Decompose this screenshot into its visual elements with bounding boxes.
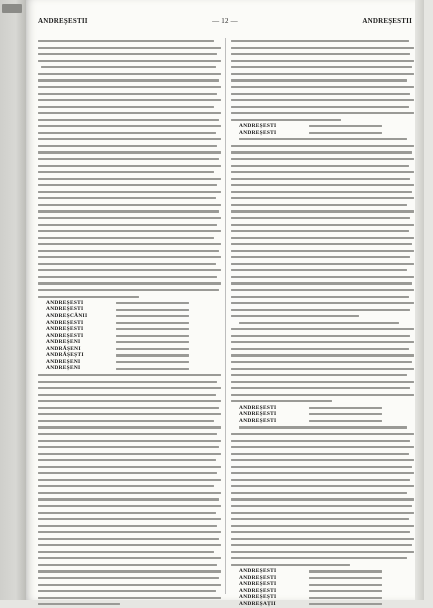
text-line-fill bbox=[38, 47, 221, 49]
text-line-fill bbox=[231, 250, 414, 252]
entry-cross-reference bbox=[116, 335, 189, 337]
text-line-fill bbox=[231, 368, 414, 370]
text-line-fill bbox=[38, 171, 214, 173]
entry-cross-reference bbox=[309, 420, 382, 422]
entry-cross-reference bbox=[309, 413, 382, 415]
entry-headword: ANDREȘESTI bbox=[239, 123, 277, 130]
entry-headword: ANDREȘESTI bbox=[239, 574, 277, 581]
text-line-fill bbox=[38, 263, 216, 265]
entry-headword: ANDREȘESTI bbox=[46, 319, 84, 326]
text-line-fill bbox=[231, 466, 412, 468]
text-line-fill bbox=[38, 518, 221, 520]
text-line-fill bbox=[38, 531, 221, 533]
right-column bbox=[231, 38, 414, 608]
text-line-fill bbox=[38, 112, 221, 114]
entry-cross-reference bbox=[309, 584, 382, 586]
entry-headword: ANDREȘENI bbox=[46, 365, 81, 372]
entry-headword: ANDREȘENI bbox=[46, 358, 81, 365]
text-line-fill bbox=[231, 544, 412, 546]
text-line-fill bbox=[231, 40, 409, 42]
entry-cross-reference bbox=[309, 577, 382, 579]
text-line-fill bbox=[38, 250, 219, 252]
text-line-fill bbox=[38, 256, 221, 258]
entry-cross-reference bbox=[116, 322, 189, 324]
text-line-fill bbox=[38, 590, 216, 592]
text-line-fill bbox=[38, 394, 216, 396]
text-line-fill bbox=[231, 237, 414, 239]
text-line-fill bbox=[38, 564, 217, 566]
text-line-fill bbox=[231, 119, 341, 121]
text-line-fill bbox=[38, 400, 221, 402]
entry-headword: ANDREȘESTI bbox=[46, 326, 84, 333]
entry-headword: ANDREȘESTI bbox=[239, 404, 277, 411]
text-line-fill bbox=[231, 498, 414, 500]
text-line-fill bbox=[38, 433, 217, 435]
text-line-fill bbox=[38, 557, 221, 559]
text-line-fill bbox=[38, 505, 221, 507]
text-line-fill bbox=[231, 112, 414, 114]
text-line-fill bbox=[231, 479, 410, 481]
text-line-fill bbox=[38, 374, 221, 376]
text-line-fill bbox=[231, 197, 414, 199]
text-line-fill bbox=[231, 551, 414, 553]
text-line-fill bbox=[231, 204, 407, 206]
running-header-left: ANDREȘESTII bbox=[38, 17, 88, 25]
text-line-fill bbox=[38, 132, 216, 134]
text-line-fill bbox=[38, 446, 219, 448]
text-line-fill bbox=[38, 479, 221, 481]
text-line-fill bbox=[231, 145, 414, 147]
text-line-fill bbox=[38, 269, 221, 271]
text-line-fill bbox=[231, 361, 412, 363]
text-line-fill bbox=[231, 302, 414, 304]
text-line-fill bbox=[231, 276, 414, 278]
text-line-fill bbox=[231, 485, 414, 487]
text-line-fill bbox=[38, 413, 221, 415]
text-line-fill bbox=[38, 459, 216, 461]
text-line-fill bbox=[231, 289, 414, 291]
entry-cross-reference bbox=[309, 590, 382, 592]
entry-cross-reference bbox=[116, 354, 189, 356]
text-line-fill bbox=[231, 184, 414, 186]
text-line-fill bbox=[231, 518, 409, 520]
text-line-fill bbox=[239, 138, 407, 140]
text-line-fill bbox=[231, 178, 410, 180]
entry-cross-reference bbox=[309, 603, 382, 605]
entry-cross-reference bbox=[116, 328, 189, 330]
text-line-fill bbox=[38, 165, 221, 167]
text-line-fill bbox=[38, 93, 217, 95]
text-line-fill bbox=[231, 230, 409, 232]
text-line-fill bbox=[38, 597, 221, 599]
text-line-fill bbox=[38, 230, 221, 232]
text-line-fill bbox=[38, 440, 221, 442]
text-line-fill bbox=[38, 544, 221, 546]
entry-cross-reference bbox=[116, 341, 189, 343]
text-line-fill bbox=[38, 53, 217, 55]
text-line-fill bbox=[38, 492, 221, 494]
text-line-fill bbox=[38, 485, 214, 487]
page-edge-shadow bbox=[415, 0, 424, 600]
text-line-fill bbox=[231, 66, 412, 68]
entry-headword: ANDRĂȘEȘTI bbox=[46, 352, 84, 359]
text-line-fill bbox=[38, 151, 221, 153]
text-line-fill bbox=[231, 263, 414, 265]
text-line-fill bbox=[38, 525, 217, 527]
page-number: — 12 — bbox=[212, 17, 238, 25]
text-line-fill bbox=[38, 466, 221, 468]
text-line-fill bbox=[38, 296, 139, 298]
text-line-fill bbox=[38, 498, 219, 500]
text-line-fill bbox=[239, 426, 407, 428]
text-line-fill bbox=[38, 570, 221, 572]
text-line-fill bbox=[38, 453, 221, 455]
text-line-fill bbox=[231, 269, 407, 271]
entry-headword: ANDREȘESTI bbox=[46, 306, 84, 313]
text-line-fill bbox=[38, 184, 217, 186]
running-header bbox=[38, 17, 412, 27]
text-line-fill bbox=[38, 224, 217, 226]
text-line-fill bbox=[38, 191, 221, 193]
text-line-fill bbox=[38, 119, 219, 121]
entry-headword: ANDREȘESTI bbox=[239, 417, 277, 424]
text-line-fill bbox=[38, 289, 219, 291]
text-line-fill bbox=[231, 296, 409, 298]
text-line-fill bbox=[38, 551, 214, 553]
text-line-fill bbox=[38, 237, 214, 239]
text-line-fill bbox=[231, 328, 414, 330]
text-line-fill bbox=[231, 256, 410, 258]
text-line-fill bbox=[38, 538, 219, 540]
previous-page-edge bbox=[0, 0, 26, 600]
text-line-fill bbox=[231, 309, 410, 311]
text-line-fill bbox=[231, 158, 414, 160]
text-line-fill bbox=[38, 204, 221, 206]
text-line-fill bbox=[231, 453, 409, 455]
entry-headword: ANDREȘCĂNII bbox=[46, 312, 88, 319]
text-line-fill bbox=[231, 79, 407, 81]
text-line-fill bbox=[231, 73, 414, 75]
text-line-fill bbox=[38, 276, 217, 278]
entry-headword: ANDREȘESTI bbox=[239, 581, 277, 588]
text-line-fill bbox=[231, 341, 414, 343]
text-line-fill bbox=[239, 322, 399, 324]
text-line-fill bbox=[231, 315, 359, 317]
text-line-fill bbox=[38, 217, 221, 219]
text-line-fill bbox=[38, 603, 120, 605]
text-line-fill bbox=[231, 335, 410, 337]
entry-headword: ANDREȘESTI bbox=[239, 411, 277, 418]
column-divider bbox=[225, 38, 226, 594]
text-line-fill bbox=[231, 387, 410, 389]
text-line-fill bbox=[231, 557, 407, 559]
entry-headword: ANDREȘESTI bbox=[239, 568, 277, 575]
text-line-fill bbox=[231, 446, 414, 448]
text-line-fill bbox=[231, 106, 409, 108]
text-line-fill bbox=[231, 224, 414, 226]
text-line-fill bbox=[231, 53, 410, 55]
entry-cross-reference bbox=[309, 570, 382, 572]
entry-headword: ANDREȘESTI bbox=[239, 129, 277, 136]
text-line-fill bbox=[231, 60, 414, 62]
text-line-fill bbox=[231, 348, 409, 350]
text-line-fill bbox=[38, 106, 214, 108]
text-line-fill bbox=[231, 394, 414, 396]
previous-page-corner-mark bbox=[2, 4, 22, 13]
dictionary-page bbox=[26, 0, 424, 608]
text-line-fill bbox=[38, 210, 219, 212]
text-line-fill bbox=[231, 47, 414, 49]
text-line-fill bbox=[231, 86, 414, 88]
entry-cross-reference bbox=[116, 348, 189, 350]
entry-headword: ANDREȘAȚII bbox=[239, 601, 276, 608]
entry-text-line bbox=[38, 601, 221, 608]
entry-cross-reference bbox=[309, 125, 382, 127]
entry-headword: ANDREȘEȘTI bbox=[239, 594, 277, 601]
entry-headword: ANDREȘENI bbox=[46, 339, 81, 346]
entry-cross-reference bbox=[116, 368, 189, 370]
text-line-fill bbox=[231, 564, 350, 566]
entry-cross-reference bbox=[116, 361, 189, 363]
text-line-fill bbox=[38, 138, 221, 140]
text-line-fill bbox=[38, 158, 219, 160]
text-line-fill bbox=[231, 531, 410, 533]
text-line-fill bbox=[38, 472, 217, 474]
text-line-fill bbox=[231, 433, 414, 435]
entry-cross-reference bbox=[309, 597, 382, 599]
text-line-fill bbox=[231, 210, 414, 212]
text-line-fill bbox=[231, 151, 412, 153]
entry-headword: ANDREȘESTI bbox=[239, 587, 277, 594]
text-line-fill bbox=[231, 492, 407, 494]
text-line-fill bbox=[38, 584, 221, 586]
running-header-right: ANDREȘESTII bbox=[362, 17, 412, 25]
text-line-fill bbox=[231, 381, 414, 383]
text-line-fill bbox=[38, 577, 219, 579]
text-line-fill bbox=[231, 459, 414, 461]
text-line-fill bbox=[231, 538, 414, 540]
text-line-fill bbox=[231, 165, 409, 167]
entry-cross-reference bbox=[309, 407, 382, 409]
text-line-fill bbox=[231, 243, 412, 245]
text-line-fill bbox=[231, 512, 414, 514]
text-line-fill bbox=[38, 125, 221, 127]
text-line-fill bbox=[231, 374, 407, 376]
entry-cross-reference bbox=[116, 315, 189, 317]
text-line-fill bbox=[38, 407, 219, 409]
text-line-fill bbox=[231, 217, 410, 219]
text-line-fill bbox=[38, 145, 217, 147]
text-line-fill bbox=[38, 79, 219, 81]
entry-headword-line bbox=[231, 601, 414, 608]
text-line-fill bbox=[38, 243, 221, 245]
entry-cross-reference bbox=[116, 302, 189, 304]
text-line-fill bbox=[38, 387, 221, 389]
text-line-fill bbox=[231, 525, 414, 527]
text-line-fill bbox=[38, 73, 221, 75]
text-line-fill bbox=[231, 191, 412, 193]
text-line-fill bbox=[231, 400, 332, 402]
left-column bbox=[38, 38, 221, 594]
text-line-fill bbox=[38, 40, 214, 42]
text-line-fill bbox=[38, 512, 216, 514]
text-line-fill bbox=[231, 472, 414, 474]
text-line-fill bbox=[231, 93, 410, 95]
entry-headword: ANDREȘESTI bbox=[46, 299, 84, 306]
text-line-fill bbox=[231, 440, 410, 442]
entry-cross-reference bbox=[309, 132, 382, 134]
text-line-fill bbox=[38, 178, 221, 180]
text-line-fill bbox=[38, 420, 214, 422]
text-line-fill bbox=[231, 99, 414, 101]
entry-headword: ANDREȘESTI bbox=[46, 332, 84, 339]
text-line-fill bbox=[41, 66, 216, 68]
text-line-fill bbox=[231, 282, 412, 284]
text-line-fill bbox=[38, 86, 221, 88]
text-line-fill bbox=[231, 505, 412, 507]
entry-headword: ANDRĂȘENI bbox=[46, 345, 81, 352]
text-line-fill bbox=[38, 282, 221, 284]
entry-cross-reference bbox=[116, 309, 189, 311]
text-line-fill bbox=[38, 426, 221, 428]
text-line-fill bbox=[231, 171, 414, 173]
text-line-fill bbox=[38, 381, 217, 383]
text-line-fill bbox=[38, 60, 221, 62]
text-line-fill bbox=[38, 197, 216, 199]
text-line-fill bbox=[38, 99, 221, 101]
text-line-fill bbox=[231, 354, 414, 356]
